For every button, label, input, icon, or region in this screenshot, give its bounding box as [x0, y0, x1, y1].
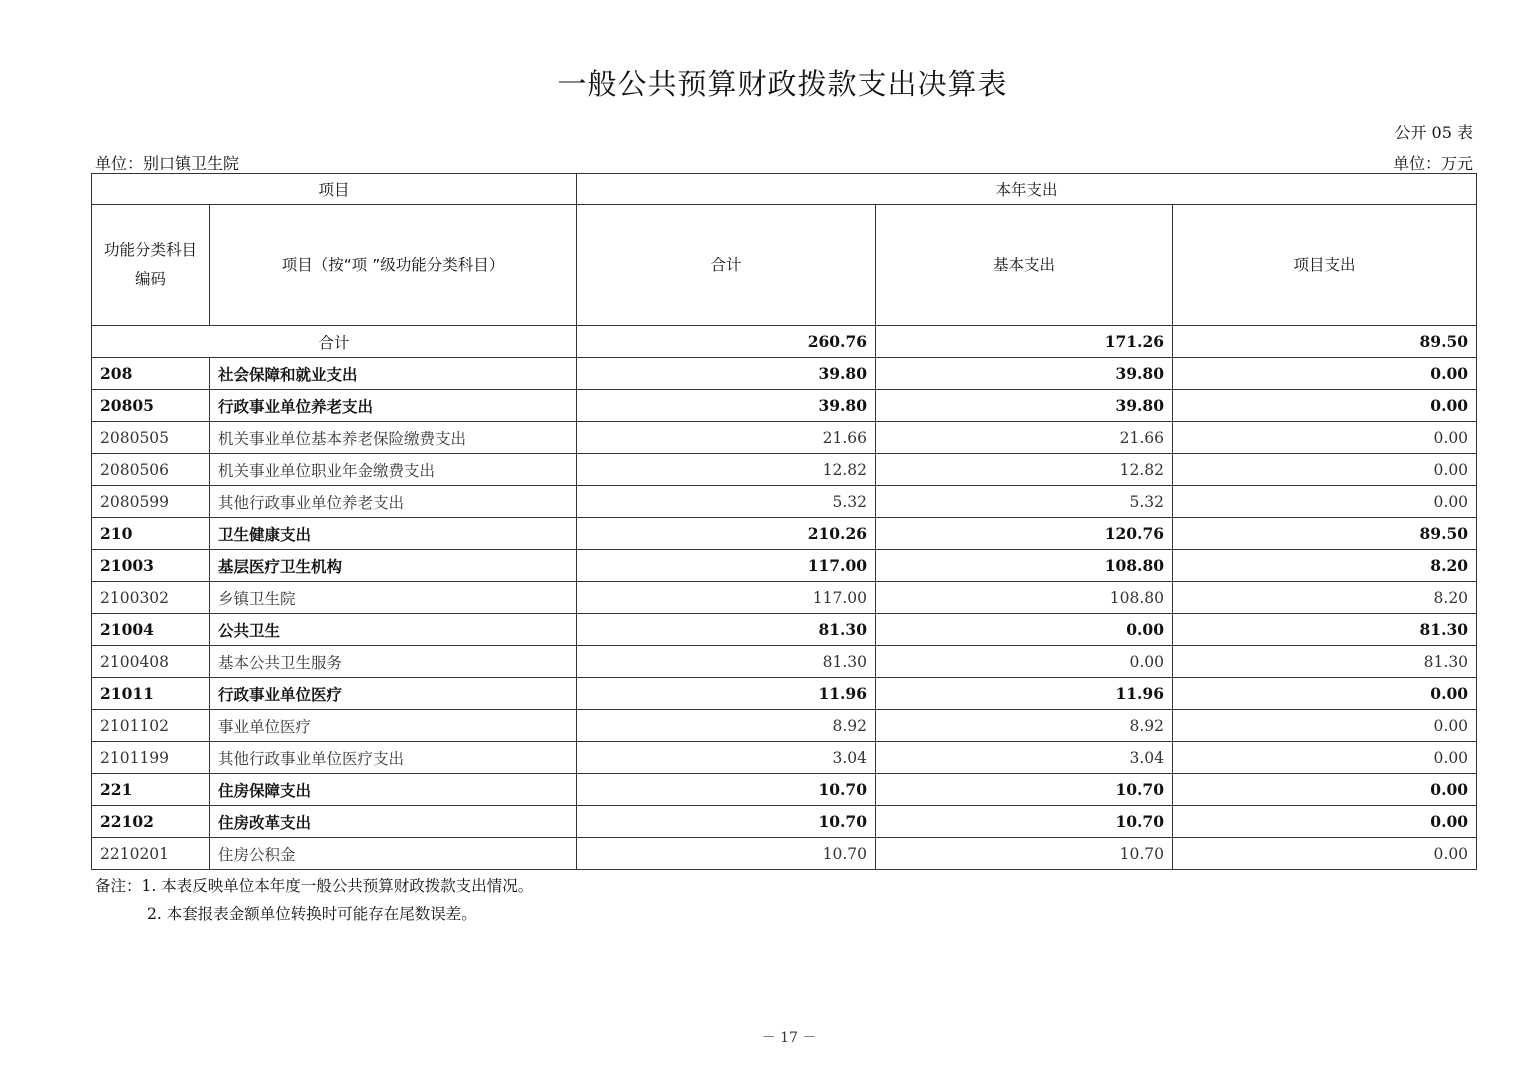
table-row — [92, 614, 1477, 646]
row-code: 2080506 — [92, 454, 210, 486]
row-code: 221 — [92, 774, 210, 806]
header-code: 功能分类科目编码 — [92, 205, 210, 326]
row-name: 基本公共卫生服务 — [210, 646, 577, 678]
unit-currency: 单位：万元 — [1392, 154, 1473, 173]
row-name: 事业单位医疗 — [210, 710, 577, 742]
row-project: 89.50 — [1173, 518, 1477, 550]
row-total: 21.66 — [577, 422, 876, 454]
row-project: 81.30 — [1173, 614, 1477, 646]
row-project: 0.00 — [1173, 838, 1477, 870]
row-code: 208 — [92, 358, 210, 390]
row-project: 81.30 — [1173, 646, 1477, 678]
row-project: 0.00 — [1173, 774, 1477, 806]
expenditure-table — [91, 173, 1477, 870]
row-name: 行政事业单位养老支出 — [210, 390, 577, 422]
row-code: 2100302 — [92, 582, 210, 614]
row-name: 其他行政事业单位养老支出 — [210, 486, 577, 518]
row-basic: 8.92 — [876, 710, 1173, 742]
row-basic: 12.82 — [876, 454, 1173, 486]
row-basic: 108.80 — [876, 550, 1173, 582]
note-line-2: 2. 本套报表金额单位转换时可能存在尾数误差。 — [147, 905, 477, 923]
row-code: 21011 — [92, 678, 210, 710]
table-row — [92, 582, 1477, 614]
notes — [95, 872, 533, 928]
row-total: 117.00 — [577, 550, 876, 582]
row-project: 0.00 — [1173, 486, 1477, 518]
table-row — [92, 710, 1477, 742]
header-name: 项目（按“项 ”级功能分类科目） — [210, 205, 577, 326]
row-code: 210 — [92, 518, 210, 550]
row-name: 其他行政事业单位医疗支出 — [210, 742, 577, 774]
table-row — [92, 486, 1477, 518]
table-row — [92, 454, 1477, 486]
row-total: 11.96 — [577, 678, 876, 710]
row-basic: 21.66 — [876, 422, 1173, 454]
row-project: 8.20 — [1173, 582, 1477, 614]
row-code: 2080599 — [92, 486, 210, 518]
header-total: 合计 — [577, 205, 876, 326]
row-name: 住房保障支出 — [210, 774, 577, 806]
row-name: 住房公积金 — [210, 838, 577, 870]
table-row — [92, 774, 1477, 806]
row-basic: 3.04 — [876, 742, 1173, 774]
row-basic: 5.32 — [876, 486, 1173, 518]
row-total: 5.32 — [577, 486, 876, 518]
total-row — [92, 326, 1477, 358]
row-project: 0.00 — [1173, 358, 1477, 390]
row-name: 机关事业单位基本养老保险缴费支出 — [210, 422, 577, 454]
row-basic: 120.76 — [876, 518, 1173, 550]
row-basic: 10.70 — [876, 806, 1173, 838]
row-code: 2101199 — [92, 742, 210, 774]
row-total: 10.70 — [577, 774, 876, 806]
unit-organization: 单位：别口镇卫生院 — [95, 154, 240, 173]
row-code: 22102 — [92, 806, 210, 838]
table-row — [92, 806, 1477, 838]
table-row — [92, 838, 1477, 870]
row-code: 20805 — [92, 390, 210, 422]
form-number: 公开 05 表 — [1394, 123, 1473, 142]
document-title: 一般公共预算财政拨款支出决算表 — [557, 67, 1008, 101]
row-name: 机关事业单位职业年金缴费支出 — [210, 454, 577, 486]
row-basic: 39.80 — [876, 358, 1173, 390]
row-total: 3.04 — [577, 742, 876, 774]
row-project: 0.00 — [1173, 710, 1477, 742]
header-project: 项目支出 — [1173, 205, 1477, 326]
header-year-expense: 本年支出 — [577, 174, 1477, 205]
row-basic: 0.00 — [876, 646, 1173, 678]
row-code: 2101102 — [92, 710, 210, 742]
row-name: 乡镇卫生院 — [210, 582, 577, 614]
row-name: 卫生健康支出 — [210, 518, 577, 550]
row-name: 基层医疗卫生机构 — [210, 550, 577, 582]
row-project: 0.00 — [1173, 422, 1477, 454]
row-total: 117.00 — [577, 582, 876, 614]
row-total: 8.92 — [577, 710, 876, 742]
row-total: 10.70 — [577, 806, 876, 838]
table-row — [92, 550, 1477, 582]
row-name: 住房改革支出 — [210, 806, 577, 838]
row-basic: 108.80 — [876, 582, 1173, 614]
table-row — [92, 678, 1477, 710]
row-total: 39.80 — [577, 390, 876, 422]
note-line-1: 备注：1. 本表反映单位本年度一般公共预算财政拨款支出情况。 — [95, 877, 534, 895]
row-code: 2080505 — [92, 422, 210, 454]
table-row — [92, 358, 1477, 390]
header-row-bottom — [92, 205, 1477, 326]
table-row — [92, 422, 1477, 454]
row-total: 81.30 — [577, 646, 876, 678]
total-total: 260.76 — [577, 326, 876, 358]
header-item: 项目 — [92, 174, 577, 205]
row-basic: 10.70 — [876, 838, 1173, 870]
row-code: 21003 — [92, 550, 210, 582]
row-basic: 10.70 — [876, 774, 1173, 806]
row-project: 0.00 — [1173, 806, 1477, 838]
row-basic: 39.80 — [876, 390, 1173, 422]
header-basic: 基本支出 — [876, 205, 1173, 326]
total-label: 合计 — [92, 326, 577, 358]
row-project: 0.00 — [1173, 390, 1477, 422]
row-name: 社会保障和就业支出 — [210, 358, 577, 390]
row-project: 8.20 — [1173, 550, 1477, 582]
total-project: 89.50 — [1173, 326, 1477, 358]
table-row — [92, 742, 1477, 774]
row-name: 行政事业单位医疗 — [210, 678, 577, 710]
row-code: 2100408 — [92, 646, 210, 678]
row-basic: 0.00 — [876, 614, 1173, 646]
row-total: 10.70 — [577, 838, 876, 870]
row-code: 2210201 — [92, 838, 210, 870]
row-project: 0.00 — [1173, 742, 1477, 774]
table-row — [92, 518, 1477, 550]
page-number: － 17 － — [761, 1030, 817, 1046]
row-project: 0.00 — [1173, 678, 1477, 710]
row-total: 210.26 — [577, 518, 876, 550]
table-row — [92, 646, 1477, 678]
row-code: 21004 — [92, 614, 210, 646]
row-total: 39.80 — [577, 358, 876, 390]
header-row-top — [92, 174, 1477, 205]
table-row — [92, 390, 1477, 422]
row-total: 81.30 — [577, 614, 876, 646]
row-basic: 11.96 — [876, 678, 1173, 710]
total-basic: 171.26 — [876, 326, 1173, 358]
row-project: 0.00 — [1173, 454, 1477, 486]
row-total: 12.82 — [577, 454, 876, 486]
row-name: 公共卫生 — [210, 614, 577, 646]
